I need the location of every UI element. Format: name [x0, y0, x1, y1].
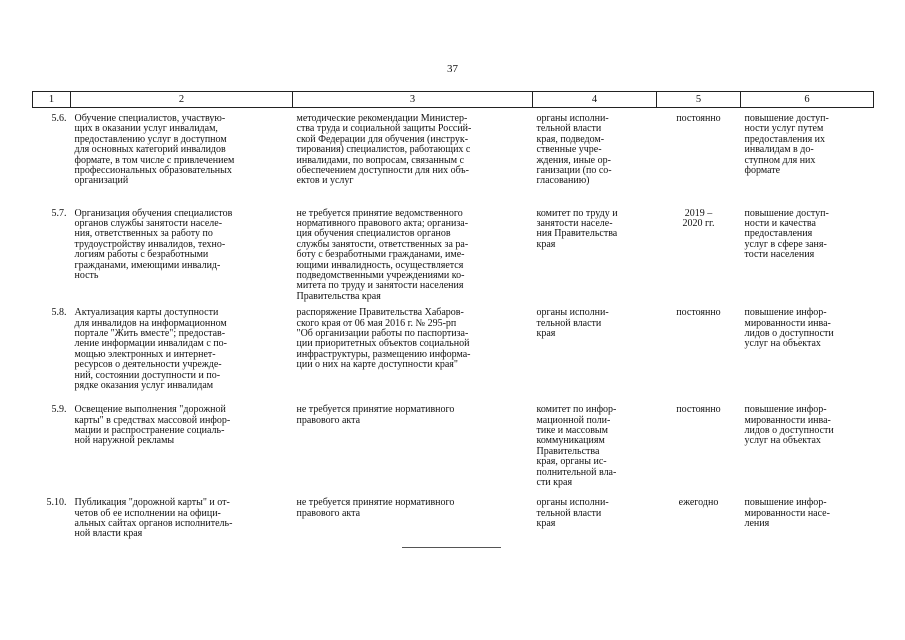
result-cell: повышение доступ- ности и качества предоставления услуг в сфере заня- тости населения [744, 207, 829, 261]
row-number: 5.10. [46, 497, 67, 509]
term-cell: постоянно [676, 307, 721, 319]
document-cell: не требуется принятие нормативного правового акта [296, 497, 455, 519]
table-row [33, 302, 874, 399]
table-row [33, 399, 874, 492]
measure-cell: Обучение специалистов, участвую- щих в оказании услуг инвалидам, предоставлению услуг в доступном для основных категорий инвалидов формате, в том числе с привлечением профессиональных образовательных организаций [74, 113, 235, 187]
executors-cell: органы исполни- тельной власти края [536, 307, 609, 339]
column-header-5: 5 [657, 92, 741, 108]
term-cell: ежегодно [678, 497, 719, 509]
executors-cell: органы исполни- тельной власти края [536, 497, 609, 529]
table-row [33, 108, 874, 203]
executors-cell: органы исполни- тельной власти края, подведом- ственные учре- ждения, иные ор- ганизации (по со- гласованию) [536, 113, 612, 187]
roadmap-table [32, 91, 874, 542]
executors-cell: комитет по труду и занятости населе- ния Правительства края [536, 207, 618, 250]
result-cell: повышение инфор- мированности инва- лидов о доступности услуг на объектах [744, 307, 834, 350]
column-header-3: 3 [293, 92, 533, 108]
page-number: 37 [447, 63, 458, 75]
column-header-4: 4 [533, 92, 657, 108]
row-number: 5.9. [51, 404, 67, 416]
row-number: 5.7. [51, 207, 67, 219]
term-cell: 2019 – 2020 гг. [682, 207, 715, 229]
result-cell: повышение инфор- мированности насе- ления [744, 497, 830, 529]
document-cell: распоряжение Правительства Хабаров- ского края от 06 мая 2016 г. № 295-рп "Об организации работы по паспортиза- ции приоритетных объектов социальной инфраструктуры, размещению информа- ции о них на карте доступности края" [296, 307, 471, 371]
term-cell: постоянно [676, 404, 721, 416]
row-number: 5.6. [51, 113, 67, 124]
result-cell: повышение доступ- ности услуг путем предоставления их инвалидам в до- ступном для них формате [744, 113, 829, 177]
executors-cell: комитет по инфор- мационной поли- тике и массовым коммуникациям Правительства края, органы ис- полнительной вла- сти края [536, 404, 617, 488]
table-row [33, 492, 874, 542]
measure-cell: Публикация "дорожной карты" и от- четов об ее исполнении на офици- альных сайтах органов исполнитель- ной власти края [74, 497, 233, 540]
column-header-1: 1 [33, 92, 71, 108]
column-header-2: 2 [71, 92, 293, 108]
measure-cell: Актуализация карты доступности для инвалидов на информационном портале "Жить вместе"; предостав- ление информации инвалидам с по- мощью электронных и интернет- ресурсов о деятельности учрежде- ний, состоянии доступности и по- рядке оказания услуг инвалидам [74, 307, 227, 391]
measure-cell: Организация обучения специалистов органов службы занятости населе- ния, ответственных за работу по трудоустройству инвалидов, техно- логиям работы с безработными гражданами, имеющими инвалид- ность [74, 207, 233, 281]
result-cell: повышение инфор- мированности инва- лидов о доступности услуг на объектах [744, 404, 834, 447]
table-header [33, 92, 874, 108]
row-number: 5.8. [51, 307, 67, 319]
document-cell: не требуется принятие ведомственного нормативного правового акта; организа- ция обучения специалистов органов службы занятости, ответственных за ра- боту с безработными гражданами, име- ющими инвалидность, осуществляется подведомственными учреждениями ко- митета по труду и занятости населения Правительства края [296, 207, 469, 302]
table-row [33, 203, 874, 303]
bottom-divider [402, 547, 501, 548]
document-cell: не требуется принятие нормативного правового акта [296, 404, 455, 426]
column-header-6: 6 [741, 92, 874, 108]
document-cell: методические рекомендации Министер- ства труда и социальной защиты Россий- ской Федерации для обучения (инструк- тирования) специалистов, работающих с инвалидами, по вопросам, связанным с обеспечением доступности для них объ- ектов и услуг [296, 113, 472, 187]
measure-cell: Освещение выполнения "дорожной карты" в средствах массовой инфор- мации и распространение социаль- ной наружной рекламы [74, 404, 231, 447]
term-cell: постоянно [676, 113, 721, 124]
